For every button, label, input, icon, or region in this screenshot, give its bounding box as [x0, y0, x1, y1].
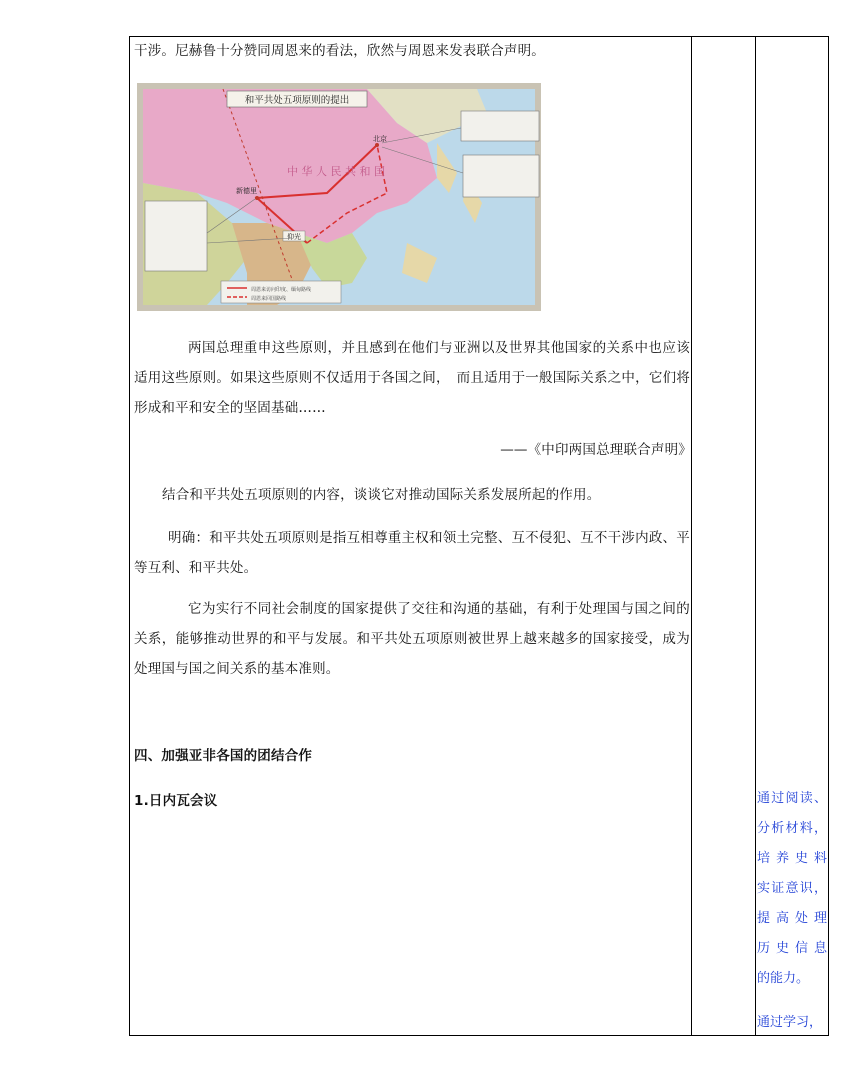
answer-significance: 它为实行不同社会制度的国家提供了交往和沟通的基础，有利于处理国与国之间的关系，能够推动世界的和平与发展。和平共处五项原则被世界上越来越多的国家接受，成为处理国与国之间关系的基本准则。	[134, 601, 690, 677]
subsection-heading: 1.日内瓦会议	[134, 793, 218, 809]
label-beijing: 北京	[373, 135, 387, 143]
section-heading: 四、加强亚非各国的团结合作	[134, 748, 313, 764]
side-note-line: 通过阅读、	[757, 791, 827, 806]
side-note-line: 实证意识，	[757, 881, 827, 896]
intro-line: 干涉。尼赫鲁十分赞同周恩来的看法，欣然与周恩来发表联合声明。	[134, 43, 545, 59]
side-note-line: 培养史料	[757, 851, 827, 866]
side-note-line: 提高处理	[757, 911, 827, 926]
label-china: 中 华 人 民 共 和 国	[287, 165, 385, 178]
quote-paragraph: 两国总理重申这些原则，并且感到在他们与亚洲以及世界其他国家的关系中也应该适用这些原则。如果这些原则不仅适用于各国之间， 而且适用于一般国际关系之中，它们将形成和平和安全的坚固基础……	[134, 340, 690, 416]
label-yangon: 仰光	[287, 233, 301, 241]
legend-route-return: 周恩来回国路线	[251, 296, 287, 302]
legend-route-visit: 周恩来访问印度、缅甸路线	[251, 287, 312, 293]
label-newdelhi: 新德里	[236, 187, 257, 195]
discussion-question: 结合和平共处五项原则的内容，谈谈它对推动国际关系发展所起的作用。	[162, 487, 601, 503]
quote-source: ——《中印两国总理联合声明》	[500, 442, 692, 458]
answer-definition: 明确：和平共处五项原则是指互相尊重主权和领土完整、互不侵犯、互不干涉内政、平等互利、和平共处。	[134, 530, 690, 576]
side-note-line: 分析材料，	[757, 821, 827, 836]
column-divider-1	[691, 37, 692, 1035]
lesson-plan-table	[129, 36, 829, 1036]
map-title: 和平共处五项原则的提出	[244, 95, 350, 106]
side-note-line: 历史信息	[757, 941, 827, 956]
side-note-line: 的能力。	[757, 971, 810, 986]
peaceful-coexistence-map	[137, 83, 541, 311]
side-note-next: 通过学习，	[757, 1015, 823, 1030]
teaching-intent-notes	[757, 784, 827, 1038]
column-divider-2	[755, 37, 756, 1035]
